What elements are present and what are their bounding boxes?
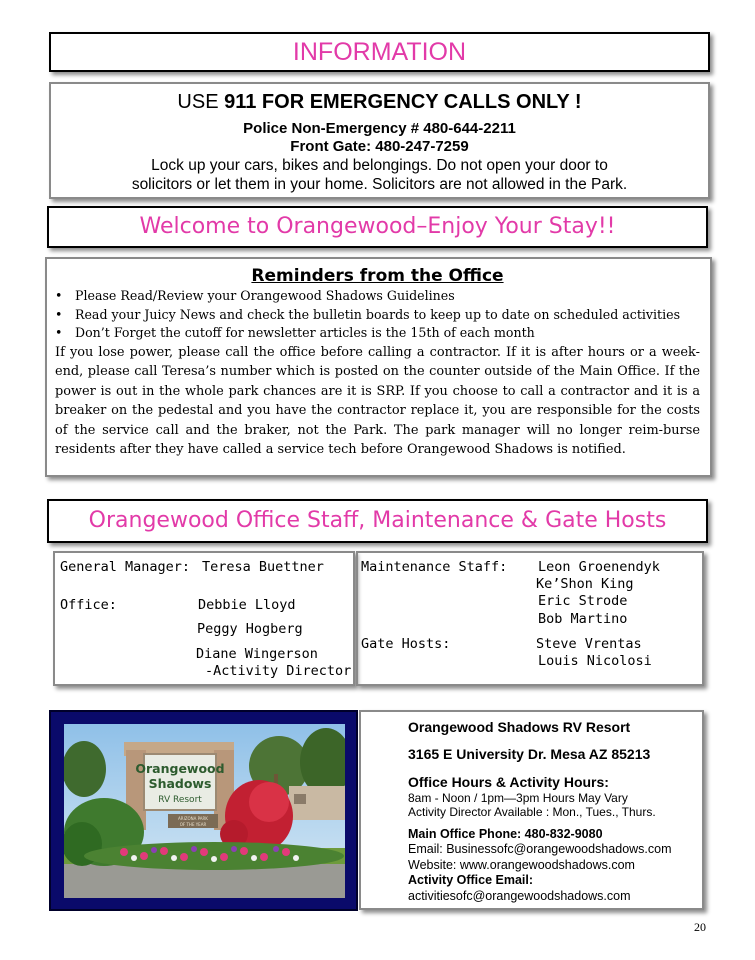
sign-line1: Orangewood (135, 761, 225, 776)
list-item: • Don’t Forget the cutoff for newsletter articles is the 15th of each month (55, 324, 700, 343)
office-role: -Activity Director (205, 663, 352, 679)
information-title-text: INFORMATION (292, 38, 467, 66)
plaque-line1: ARIZONA PARK (178, 816, 208, 821)
resort-name: Orangewood Shadows RV Resort (408, 719, 631, 735)
reminders-box (45, 257, 712, 477)
welcome-banner (47, 206, 708, 248)
maintenance-label: Maintenance Staff: (361, 559, 508, 575)
maintenance-name: Bob Martino (538, 611, 628, 627)
sign-line3: RV Resort (158, 795, 202, 805)
gm-label: General Manager: (60, 559, 191, 575)
resort-photo-frame (49, 710, 358, 911)
staff-maintenance-box (356, 551, 704, 686)
activity-email-label: Activity Office Email: (408, 873, 534, 887)
resort-sign-photo (64, 724, 345, 898)
security-note-line1: Lock up your cars, bikes and belongings. Do not open your door to (151, 157, 608, 174)
plaque-line2: OF THE YEAR (179, 822, 207, 827)
gate-name: Steve Vrentas (536, 636, 642, 652)
welcome-text: Welcome to Orangewood–Enjoy Your Stay!! (139, 214, 616, 239)
staff-title-text: Orangewood Office Staff, Maintenance & Gate Hosts (88, 508, 667, 533)
office-hours: 8am - Noon / 1pm—3pm Hours May Vary (408, 791, 628, 805)
maintenance-name: Eric Strode (538, 593, 628, 609)
office-name: Debbie Lloyd (198, 597, 296, 613)
page-number: 20 (694, 920, 706, 934)
list-item: • Read your Juicy News and check the bulletin boards to keep up to date on scheduled activities (55, 306, 700, 325)
gate-label: Gate Hosts: (361, 636, 451, 652)
business-email: Email: Businessofc@orangewoodshadows.com (408, 842, 672, 856)
front-gate-number: Front Gate: 480-247-7259 (290, 138, 469, 155)
list-item: • Please Read/Review your Orangewood Shadows Guidelines (55, 287, 700, 306)
main-office-phone: Main Office Phone: 480-832-9080 (408, 827, 603, 841)
gate-name: Louis Nicolosi (538, 653, 652, 669)
hours-heading: Office Hours & Activity Hours: (408, 774, 609, 790)
office-name: Peggy Hogberg (197, 621, 303, 637)
resort-address: 3165 E University Dr. Mesa AZ 85213 (408, 746, 651, 762)
website: Website: www.orangewoodshadows.com (408, 857, 635, 872)
maintenance-name: Leon Groenendyk (538, 559, 660, 575)
reminders-list (55, 287, 700, 343)
gm-name: Teresa Buettner (202, 559, 324, 575)
office-name: Diane Wingerson (196, 646, 318, 662)
emergency-box (49, 82, 710, 199)
staff-title (47, 499, 708, 543)
emergency-line: USE 911 FOR EMERGENCY CALLS ONLY ! (177, 91, 582, 113)
sign-line2: Shadows (148, 776, 212, 791)
staff-office-box (53, 551, 355, 686)
activity-email: activitiesofc@orangewoodshadows.com (408, 888, 631, 903)
maintenance-name: Ke’Shon King (536, 576, 634, 592)
activity-director-hours: Activity Director Available : Mon., Tues., Thurs. (408, 805, 656, 819)
office-label: Office: (60, 597, 117, 613)
reminders-heading: Reminders from the Office (251, 266, 504, 286)
power-outage-paragraph: If you lose power, please call the office before calling a contractor. If it is after hours or a week-end, please call Teresa’s number which is posted on the counter outside of the Main Office. If the power is out in the whole park chances are it is SRP. If you choose to call a contractor and it is a breaker on the pedestal and you have the contractor replace it, you are responsible for the costs of the service call and the braker, not the Park. The park manager will no longer reim-burse residents after they have called a service tech before Orangewood Shadows is notified. (55, 344, 700, 458)
contact-box (359, 710, 704, 910)
police-number: Police Non-Emergency # 480-644-2211 (243, 120, 516, 137)
information-title (49, 32, 710, 72)
security-note-line2: solicitors or let them in your home. Solicitors are not allowed in the Park. (131, 176, 628, 193)
